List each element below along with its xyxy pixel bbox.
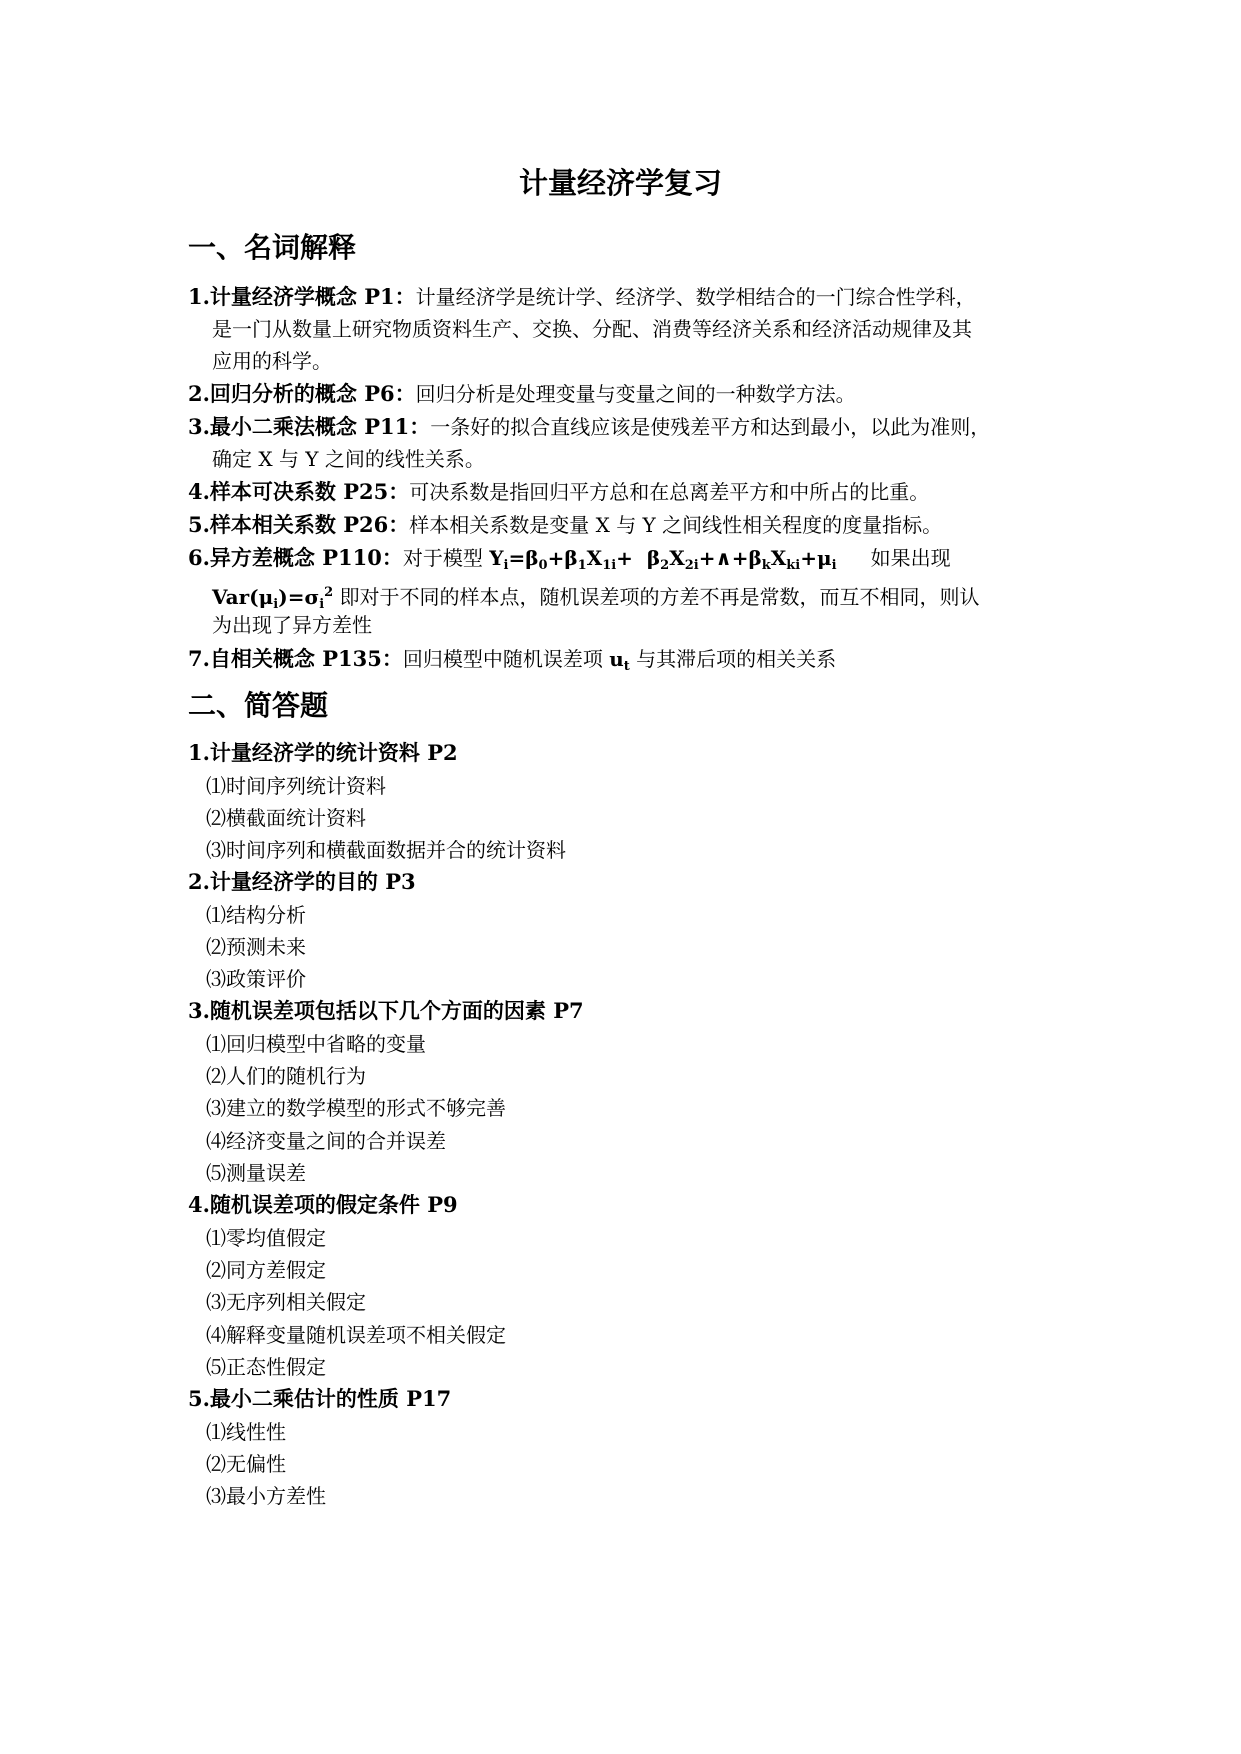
definition-text: 样本相关系数是变量 X 与 Y 之间线性相关程度的度量指标。 xyxy=(409,513,943,537)
question-title: 1.计量经济学的统计资料 P2 xyxy=(188,740,458,765)
definition-text: 即对于不同的样本点，随机误差项的方差不再是常数，而互不相同，则认 xyxy=(339,585,980,609)
list-item: ⑵横截面统计资料 xyxy=(206,806,366,830)
definition-text: 回归分析是处理变量与变量之间的一种数学方法。 xyxy=(415,382,856,406)
list-item: ⑷解释变量随机误差项不相关假定 xyxy=(206,1323,506,1347)
definition-4 xyxy=(188,477,929,507)
definition-text: 回归模型中随机误差项 xyxy=(402,647,610,671)
definition-text: 与其滞后项的相关关系 xyxy=(629,647,837,671)
definition-text: 确定 X 与 Y 之间的线性关系。 xyxy=(212,447,485,471)
question-title: 2.计量经济学的目的 P3 xyxy=(188,869,416,894)
page-title: 计量经济学复习 xyxy=(518,166,722,200)
variance-equation: $Var(\mu_i)=\sigma_i^2$ xyxy=(212,585,334,612)
model-equation: $Y_i=\beta_0+\beta_1X_{1i}+$ $\beta_2X_{2i}+\wedge+\beta_kX_{ki}+\mu_i$ xyxy=(489,546,837,573)
list-item: ⑵无偏性 xyxy=(206,1452,286,1476)
error-term-ut: $u_t$ xyxy=(609,647,630,674)
list-item: ⑶无序列相关假定 xyxy=(206,1290,366,1314)
list-item: ⑶政策评价 xyxy=(206,967,306,991)
definition-text: 计量经济学是统计学、经济学、数学相结合的一门综合性学科， xyxy=(415,285,976,309)
definition-text: 对于模型 xyxy=(402,546,490,570)
definition-text: 一条好的拟合直线应该是使残差平方和达到最小，以此为准则， xyxy=(430,415,991,439)
list-item: ⑴回归模型中省略的变量 xyxy=(206,1032,426,1056)
list-item: ⑴零均值假定 xyxy=(206,1226,326,1250)
definition-text: 可决系数是指回归平方总和在总离差平方和中所占的比重。 xyxy=(409,480,930,504)
definition-term: 1.计量经济学概念 P1： xyxy=(188,284,416,309)
list-item: ⑴时间序列统计资料 xyxy=(206,774,386,798)
question-title: 5.最小二乘估计的性质 P17 xyxy=(188,1386,452,1411)
list-item: ⑶建立的数学模型的形式不够完善 xyxy=(206,1096,506,1120)
definition-text: 是一门从数量上研究物质资料生产、交换、分配、消费等经济关系和经济活动规律及其 xyxy=(212,317,972,341)
definition-term: 2.回归分析的概念 P6： xyxy=(188,381,416,406)
definition-2 xyxy=(188,379,856,409)
list-item: ⑵预测未来 xyxy=(206,935,306,959)
definition-3 xyxy=(188,412,990,442)
definition-1 xyxy=(188,282,976,312)
list-item: ⑵同方差假定 xyxy=(206,1258,326,1282)
definition-term: 4.样本可决系数 P25： xyxy=(188,479,410,504)
definition-text: 如果出现 xyxy=(870,546,951,570)
list-item: ⑸测量误差 xyxy=(206,1161,306,1185)
section-heading-definitions: 一、名词解释 xyxy=(188,231,357,264)
list-item: ⑷经济变量之间的合并误差 xyxy=(206,1129,446,1153)
definition-text: 为出现了异方差性 xyxy=(212,613,372,637)
definition-5 xyxy=(188,510,942,540)
definition-text: 应用的科学。 xyxy=(212,349,332,373)
question-title: 3.随机误差项包括以下几个方面的因素 P7 xyxy=(188,998,584,1023)
definition-term: 5.样本相关系数 P26： xyxy=(188,512,410,537)
list-item: ⑴线性性 xyxy=(206,1420,286,1444)
definition-term: 6.异方差概念 P110： xyxy=(188,545,403,570)
definition-term: 7.自相关概念 P135： xyxy=(188,646,403,671)
definition-term: 3.最小二乘法概念 P11： xyxy=(188,414,431,439)
list-item: ⑸正态性假定 xyxy=(206,1355,326,1379)
section-heading-short-answer: 二、简答题 xyxy=(188,689,329,722)
list-item: ⑶时间序列和横截面数据并合的统计资料 xyxy=(206,838,566,862)
list-item: ⑵人们的随机行为 xyxy=(206,1064,366,1088)
definition-7 xyxy=(188,644,836,682)
list-item: ⑴结构分析 xyxy=(206,903,306,927)
list-item: ⑶最小方差性 xyxy=(206,1484,326,1508)
question-title: 4.随机误差项的假定条件 P9 xyxy=(188,1192,458,1217)
definition-6 xyxy=(188,543,951,581)
